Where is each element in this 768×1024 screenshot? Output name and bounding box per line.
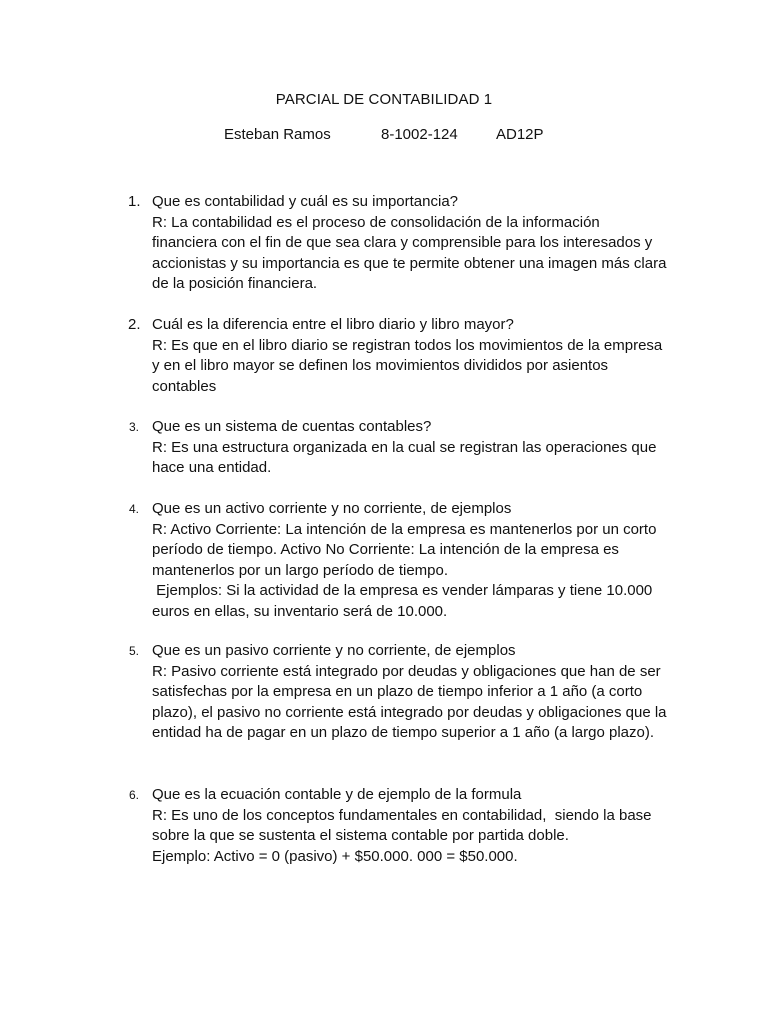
answer-text: R: La contabilidad es el proceso de consolidación de la información financiera con el fin de que sea clara y comprensible para los interesados y accionistas y su importancia es que te permite obtener una imagen más clara de la posición financiera. xyxy=(152,213,671,292)
answer-text: R: Pasivo corriente está integrado por deudas y obligaciones que han de ser satisfechas por la empresa en un plazo de tiempo inferior a 1 año (a corto plazo), el pasivo no corriente está integrado por deudas y obligaciones que la entidad ha de pagar en un plazo de tiempo superior a 1 año (a largo plazo). xyxy=(152,662,671,741)
question-text: Que es un pasivo corriente y no corriente, de ejemplos xyxy=(152,642,516,659)
question-number: 2. xyxy=(128,316,141,333)
question-text: Cuál es la diferencia entre el libro diario y libro mayor? xyxy=(152,316,514,333)
question-body xyxy=(152,499,667,622)
question-number: 4. xyxy=(129,502,140,516)
answer-text: R: Es que en el libro diario se registran todos los movimientos de la empresa y en el libro mayor se definen los movimientos divididos por asientos contables xyxy=(152,336,667,395)
question-number: 6. xyxy=(129,788,140,802)
question-text: Que es un activo corriente y no corriente, de ejemplos xyxy=(152,500,512,517)
question-body xyxy=(152,417,667,479)
question-body xyxy=(152,785,667,867)
question-body xyxy=(152,315,667,397)
question-body xyxy=(152,641,671,744)
question-number: 1. xyxy=(128,193,141,210)
answer-text: R: Es una estructura organizada en la cual se registran las operaciones que hace una entidad. xyxy=(152,438,661,476)
answer-text: R: Es uno de los conceptos fundamentales en contabilidad, siendo la base sobre la que se sustenta el sistema contable por partida doble. Ejemplo: Activo = 0 (pasivo) + $50.000. 000 = $50.000. xyxy=(152,806,652,865)
author-id: 8-1002-124 xyxy=(381,126,458,143)
question-number: 5. xyxy=(129,644,140,658)
question-text: Que es la ecuación contable y de ejemplo de la formula xyxy=(152,786,522,803)
question-text: Que es contabilidad y cuál es su importancia? xyxy=(152,193,459,210)
author-group: AD12P xyxy=(496,126,544,143)
author-name: Esteban Ramos xyxy=(224,126,331,143)
answer-text: R: Activo Corriente: La intención de la empresa es mantenerlos por un corto período de tiempo. Activo No Corriente: La intención de la empresa es mantenerlos por un largo período de tiempo. Ejemplos: Si la actividad de la empresa es vender lámparas y tiene 10.000 euros en ellas, su inventario será de 10.000. xyxy=(152,520,657,620)
question-number: 3. xyxy=(129,420,140,434)
document-title: PARCIAL DE CONTABILIDAD 1 xyxy=(275,91,493,108)
question-text: Que es un sistema de cuentas contables? xyxy=(152,418,432,435)
question-body xyxy=(152,192,671,295)
